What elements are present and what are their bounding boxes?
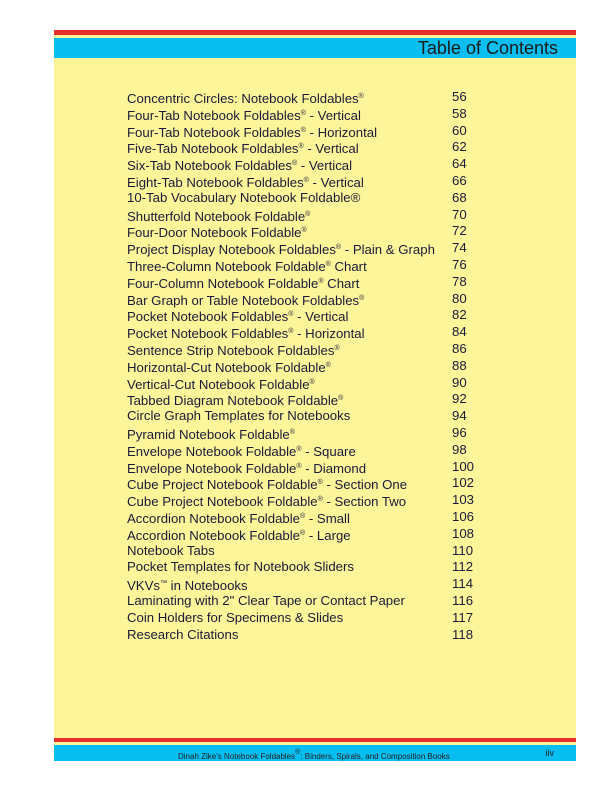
entry-page: 60 bbox=[452, 122, 467, 138]
entry-page: 80 bbox=[452, 290, 467, 306]
toc-entry bbox=[127, 89, 507, 106]
entry-page: 68 bbox=[452, 189, 467, 205]
entry-title: Eight-Tab Notebook Foldables® - Vertical bbox=[127, 174, 364, 190]
entry-page: 78 bbox=[452, 273, 467, 289]
entry-title: Accordion Notebook Foldable® - Large bbox=[127, 527, 351, 543]
toc-entry bbox=[127, 559, 507, 576]
toc-entry bbox=[127, 610, 507, 627]
entry-page: 88 bbox=[452, 357, 467, 373]
entry-page: 110 bbox=[452, 542, 474, 558]
entry-page: 66 bbox=[452, 172, 467, 188]
entry-page: 108 bbox=[452, 525, 475, 541]
entry-page: 70 bbox=[452, 206, 467, 222]
toc-entry bbox=[127, 207, 507, 224]
entry-title: Four-Door Notebook Foldable® bbox=[127, 225, 307, 241]
toc-entry bbox=[127, 274, 507, 291]
entry-title: Cube Project Notebook Foldable® - Section Two bbox=[127, 494, 407, 510]
toc-entry bbox=[127, 492, 507, 509]
toc-entry bbox=[127, 257, 507, 274]
toc-entry bbox=[127, 291, 507, 308]
entry-title: Tabbed Diagram Notebook Foldable® bbox=[127, 393, 344, 409]
entry-title: Circle Graph Templates for Notebooks bbox=[127, 408, 351, 424]
entry-title: Bar Graph or Table Notebook Foldables® bbox=[127, 292, 365, 308]
entry-title: Shutterfold Notebook Foldable® bbox=[127, 208, 311, 224]
toc-entry bbox=[127, 576, 507, 593]
footer-bar bbox=[54, 745, 576, 761]
entry-title: VKVs™ in Notebooks bbox=[127, 578, 248, 594]
entry-title: Project Display Notebook Foldables® - Plain & Graph bbox=[127, 242, 435, 258]
entry-page: 86 bbox=[452, 340, 467, 356]
entry-page: 58 bbox=[452, 105, 467, 121]
entry-title: Envelope Notebook Foldable® - Diamond bbox=[127, 460, 367, 476]
entry-page: 62 bbox=[452, 139, 467, 155]
toc-entry bbox=[127, 139, 507, 156]
entry-page: 114 bbox=[452, 576, 474, 592]
entry-page: 98 bbox=[452, 441, 467, 457]
entry-page: 64 bbox=[452, 156, 467, 172]
entry-title: Five-Tab Notebook Foldables® - Vertical bbox=[127, 141, 359, 157]
toc-entry bbox=[127, 240, 507, 257]
footer-text: Dinah Zike's Notebook Foldables®: Binders, Spirals, and Composition Books bbox=[178, 749, 450, 761]
table-of-contents bbox=[127, 89, 507, 643]
entry-title: Accordion Notebook Foldable® - Small bbox=[127, 510, 350, 526]
toc-entry bbox=[127, 391, 507, 408]
entry-page: 116 bbox=[452, 592, 474, 608]
entry-page: 72 bbox=[452, 223, 467, 239]
entry-title: Coin Holders for Specimens & Slides bbox=[127, 609, 344, 625]
entry-page: 90 bbox=[452, 374, 467, 390]
entry-page: 112 bbox=[452, 559, 474, 575]
entry-page: 92 bbox=[452, 391, 467, 407]
entry-title: Cube Project Notebook Foldable® - Section One bbox=[127, 477, 408, 493]
entry-title: Four-Tab Notebook Foldables® - Horizontal bbox=[127, 124, 377, 140]
entry-page: 117 bbox=[452, 609, 474, 625]
entry-title: Pocket Templates for Notebook Sliders bbox=[127, 559, 354, 575]
toc-entry bbox=[127, 307, 507, 324]
entry-title: Pyramid Notebook Foldable® bbox=[127, 426, 295, 442]
entry-title: Envelope Notebook Foldable® - Square bbox=[127, 443, 356, 459]
toc-entry bbox=[127, 324, 507, 341]
toc-entry bbox=[127, 408, 507, 425]
entry-title: Three-Column Notebook Foldable® Chart bbox=[127, 258, 367, 274]
toc-entry bbox=[127, 627, 507, 644]
entry-title: Laminating with 2" Clear Tape or Contact Paper bbox=[127, 592, 405, 608]
entry-title: Research Citations bbox=[127, 626, 239, 642]
entry-page: 102 bbox=[452, 475, 475, 491]
entry-title: Sentence Strip Notebook Foldables® bbox=[127, 342, 340, 358]
entry-page: 118 bbox=[452, 626, 474, 642]
entry-title: Pocket Notebook Foldables® - Vertical bbox=[127, 309, 349, 325]
entry-title: Notebook Tabs bbox=[127, 542, 215, 558]
entry-page: 94 bbox=[452, 408, 467, 424]
toc-entry bbox=[127, 106, 507, 123]
toc-entry bbox=[127, 425, 507, 442]
toc-entry bbox=[127, 123, 507, 140]
toc-entry bbox=[127, 341, 507, 358]
entry-page: 74 bbox=[452, 240, 467, 256]
toc-entry bbox=[127, 190, 507, 207]
entry-page: 56 bbox=[452, 89, 467, 104]
entry-page: 103 bbox=[452, 492, 475, 508]
entry-page: 96 bbox=[452, 424, 467, 440]
header-bar bbox=[54, 38, 576, 58]
toc-entry bbox=[127, 223, 507, 240]
entry-page: 106 bbox=[452, 508, 475, 524]
entry-title: Concentric Circles: Notebook Foldables® bbox=[127, 91, 364, 106]
entry-title: Horizontal-Cut Notebook Foldable® bbox=[127, 359, 331, 375]
toc-entry bbox=[127, 173, 507, 190]
page-number: iiv bbox=[545, 748, 554, 758]
entry-title: Pocket Notebook Foldables® - Horizontal bbox=[127, 326, 365, 342]
toc-entry bbox=[127, 543, 507, 560]
entry-page: 82 bbox=[452, 307, 467, 323]
entry-title: Four-Tab Notebook Foldables® - Vertical bbox=[127, 107, 361, 123]
toc-entry bbox=[127, 442, 507, 459]
entry-title: Vertical-Cut Notebook Foldable® bbox=[127, 376, 315, 392]
entry-title: Six-Tab Notebook Foldables® - Vertical bbox=[127, 158, 353, 174]
toc-entry bbox=[127, 358, 507, 375]
toc-entry bbox=[127, 526, 507, 543]
toc-entry bbox=[127, 593, 507, 610]
toc-entry bbox=[127, 156, 507, 173]
page-title: Table of Contents bbox=[417, 38, 558, 58]
entry-title: 10-Tab Vocabulary Notebook Foldable® bbox=[127, 189, 361, 205]
entry-page: 100 bbox=[452, 458, 475, 474]
toc-entry bbox=[127, 509, 507, 526]
entry-title: Four-Column Notebook Foldable® Chart bbox=[127, 275, 360, 291]
toc-entry bbox=[127, 375, 507, 392]
entry-page: 84 bbox=[452, 324, 467, 340]
toc-entry bbox=[127, 459, 507, 476]
entry-page: 76 bbox=[452, 256, 467, 272]
toc-entry bbox=[127, 475, 507, 492]
